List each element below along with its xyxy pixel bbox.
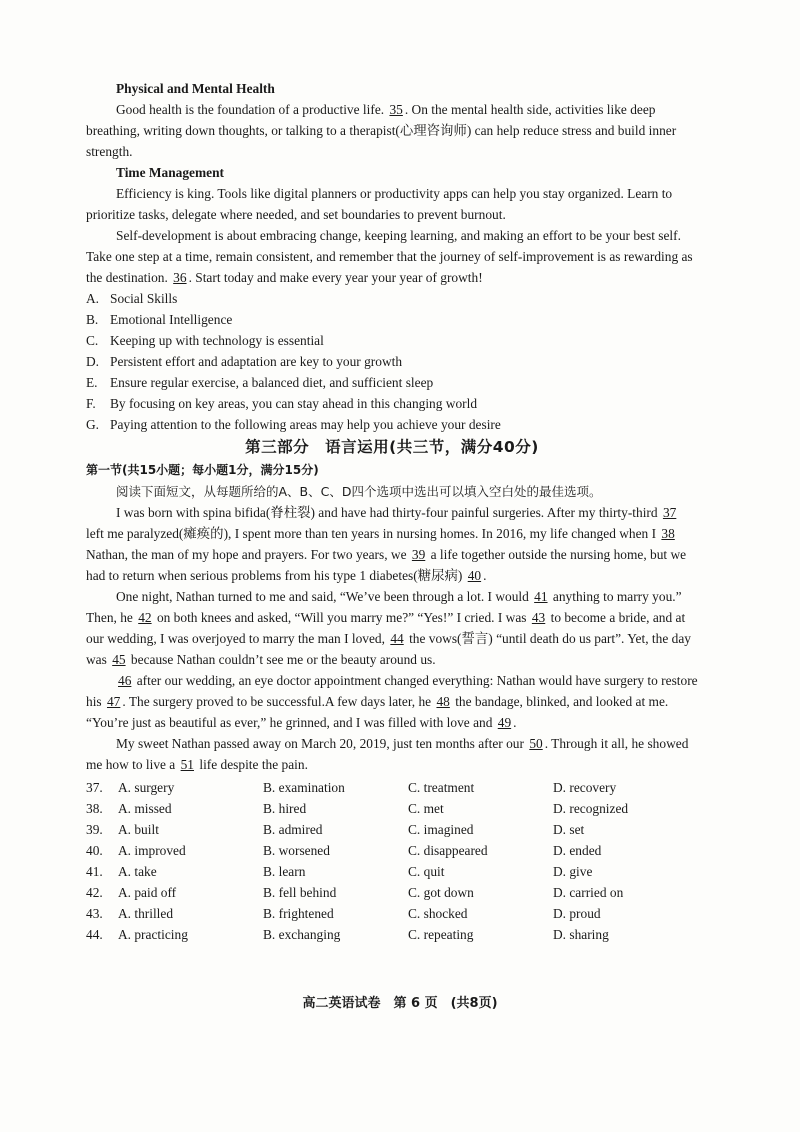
choice-a: A. surgery (118, 780, 175, 795)
option-letter: E. (86, 375, 98, 390)
option-item (86, 372, 698, 393)
option-text: Keeping up with technology is essential (110, 333, 324, 348)
story-text: . (483, 568, 487, 583)
health-text-b: . On the mental health side, activities like deep breathing, writing down thoughts, or talking to a therapist(心理咨询师) can help reduce stress and build inner strength. (86, 102, 677, 159)
story-text: My sweet Nathan passed away on March 20, 2019, just ten months after our (116, 736, 528, 751)
blank-42: 42 (138, 610, 152, 625)
question-row (86, 840, 698, 861)
blank-40: 40 (467, 568, 482, 583)
part3-title: 第三部分 语言运用(共三节，满分40分) (245, 438, 539, 456)
choice-d: D. recovery (553, 780, 617, 795)
question-number: 44. (86, 927, 103, 942)
story-paragraph-2 (86, 586, 698, 670)
choice-a: A. practicing (118, 927, 188, 942)
story-text: I was born with spina bifida(脊柱裂) and have had thirty-four painful surgeries. After my thirty-third (116, 505, 661, 520)
option-letter: G. (86, 417, 100, 432)
blank-47: 47 (106, 694, 121, 709)
choice-b: B. fell behind (263, 885, 337, 900)
choice-c: C. treatment (408, 780, 475, 795)
story-paragraph-4 (86, 733, 698, 775)
story-text: anything to marry you.” Then, he (86, 589, 682, 625)
choice-c: C. met (408, 801, 444, 816)
choice-a: A. thrilled (118, 906, 174, 921)
option-item (86, 414, 698, 435)
story-text: . (513, 715, 517, 730)
time-paragraph: Efficiency is king. Tools like digital planners or productivity apps can help you stay organized. Learn to prioritize tasks, delegate where needed, and set boundaries to prevent burnout. (86, 186, 673, 222)
blank-44: 44 (390, 631, 404, 646)
blank-48: 48 (436, 694, 450, 709)
section-heading-health: Physical and Mental Health (116, 81, 275, 96)
choice-b: B. exchanging (263, 927, 341, 942)
choice-b: B. examination (263, 780, 345, 795)
blank-49: 49 (497, 715, 512, 730)
story-text: . Through it all, he showed me how to live a (86, 736, 689, 772)
section1-title: 第一节(共15小题；每小题1分，满分15分) (86, 463, 319, 477)
option-item (86, 351, 698, 372)
blank-37: 37 (662, 505, 677, 520)
choice-c: C. imagined (408, 822, 474, 837)
story-text: after our wedding, an eye doctor appointment changed everything: Nathan would have surgery to restore his (86, 673, 698, 709)
choice-c: C. disappeared (408, 843, 488, 858)
question-row (86, 861, 698, 882)
self-text-a: Self-development is about embracing change, keeping learning, and making an effort to be your best self. Take one step at a time, remain consistent, and remember that the journey of self-improvement is as rewarding as the destination. (86, 228, 693, 285)
story-text: One night, Nathan turned to me and said, “We’ve been through a lot. I would (116, 589, 533, 604)
self-development-paragraph (86, 225, 698, 288)
option-text: Social Skills (110, 291, 178, 306)
choice-d: D. sharing (553, 927, 609, 942)
choice-b: B. learn (263, 864, 306, 879)
question-row (86, 882, 698, 903)
question-number: 41. (86, 864, 103, 879)
story-text: the bandage, blinked, and looked at me. “You’re just as beautiful as ever,” he grinned, and I was filled with love and (86, 694, 669, 730)
question-number: 43. (86, 906, 103, 921)
story-text: Nathan, the man of my hope and prayers. For two years, we (86, 547, 410, 562)
blank-38: 38 (661, 526, 675, 541)
choice-a: A. improved (118, 843, 186, 858)
choice-c: C. quit (408, 864, 445, 879)
self-text-b: . Start today and make every year your year of growth! (188, 270, 483, 285)
option-letter: B. (86, 312, 99, 327)
choice-d: D. ended (553, 843, 602, 858)
option-item (86, 309, 698, 330)
story-text: on both knees and asked, “Will you marry me?” “Yes!” I cried. I was (153, 610, 530, 625)
story-text: to become a bride, and at our wedding, I was overjoyed to marry the man I loved, (86, 610, 686, 646)
choice-c: C. repeating (408, 927, 474, 942)
choice-d: D. give (553, 864, 593, 879)
health-text-a: Good health is the foundation of a productive life. (116, 102, 388, 117)
section1-instruction: 阅读下面短文，从每题所给的A、B、C、D四个选项中选出可以填入空白处的最佳选项。 (116, 484, 602, 499)
question-row (86, 903, 698, 924)
option-letter: D. (86, 354, 100, 369)
story-text: left me paralyzed(瘫痪的), I spent more than ten years in nursing homes. In 2016, my life changed when I (86, 526, 660, 541)
blank-36: 36 (173, 270, 187, 285)
option-item (86, 393, 698, 414)
story-text: because Nathan couldn’t see me or the beauty around us. (127, 652, 436, 667)
blank-35: 35 (389, 102, 403, 117)
option-item (86, 330, 698, 351)
choice-d: D. set (553, 822, 585, 837)
page-footer: 高二英语试卷 第 6 页 (共8页) (302, 996, 498, 1011)
choice-b: B. worsened (263, 843, 330, 858)
question-number: 37. (86, 780, 103, 795)
choice-a: A. paid off (118, 885, 177, 900)
question-row (86, 798, 698, 819)
story-paragraph-1 (86, 502, 698, 586)
question-number: 39. (86, 822, 103, 837)
options-list (86, 288, 698, 435)
choice-c: C. got down (408, 885, 474, 900)
option-letter: F. (86, 396, 96, 411)
choice-a: A. built (118, 822, 159, 837)
story-text: a life together outside the nursing home, but we had to return when serious problems from his type 1 diabetes(糖尿病) (86, 547, 687, 583)
option-item (86, 288, 698, 309)
option-text: Paying attention to the following areas may help you achieve your desire (110, 417, 501, 432)
option-text: Emotional Intelligence (110, 312, 233, 327)
option-letter: C. (86, 333, 99, 348)
choice-d: D. recognized (553, 801, 629, 816)
section-heading-time: Time Management (116, 165, 224, 180)
choice-b: B. frightened (263, 906, 334, 921)
choice-d: D. carried on (553, 885, 624, 900)
choice-a: A. missed (118, 801, 172, 816)
blank-51: 51 (180, 757, 194, 772)
option-letter: A. (86, 291, 100, 306)
blank-50: 50 (529, 736, 543, 751)
option-text: By focusing on key areas, you can stay ahead in this changing world (110, 396, 478, 411)
story-text: the vows(誓言) “until death do us part”. Yet, the day was (86, 631, 691, 667)
blank-45: 45 (112, 652, 126, 667)
option-text: Persistent effort and adaptation are key to your growth (110, 354, 403, 369)
story-text: life despite the pain. (196, 757, 308, 772)
choice-b: B. hired (263, 801, 307, 816)
blank-39: 39 (411, 547, 426, 562)
health-paragraph (86, 99, 698, 162)
question-number: 38. (86, 801, 103, 816)
blank-43: 43 (531, 610, 546, 625)
choice-b: B. admired (263, 822, 323, 837)
question-row (86, 777, 698, 798)
choice-c: C. shocked (408, 906, 468, 921)
question-choices (86, 777, 698, 945)
question-row (86, 924, 698, 945)
option-text: Ensure regular exercise, a balanced diet, and sufficient sleep (110, 375, 434, 390)
story-text: . The surgery proved to be successful.A few days later, he (122, 694, 435, 709)
question-row (86, 819, 698, 840)
blank-41: 41 (534, 589, 548, 604)
question-number: 40. (86, 843, 103, 858)
question-number: 42. (86, 885, 103, 900)
page-content (86, 78, 698, 945)
choice-d: D. proud (553, 906, 601, 921)
blank-46: 46 (118, 673, 132, 688)
choice-a: A. take (118, 864, 157, 879)
story-paragraph-3 (86, 670, 698, 733)
